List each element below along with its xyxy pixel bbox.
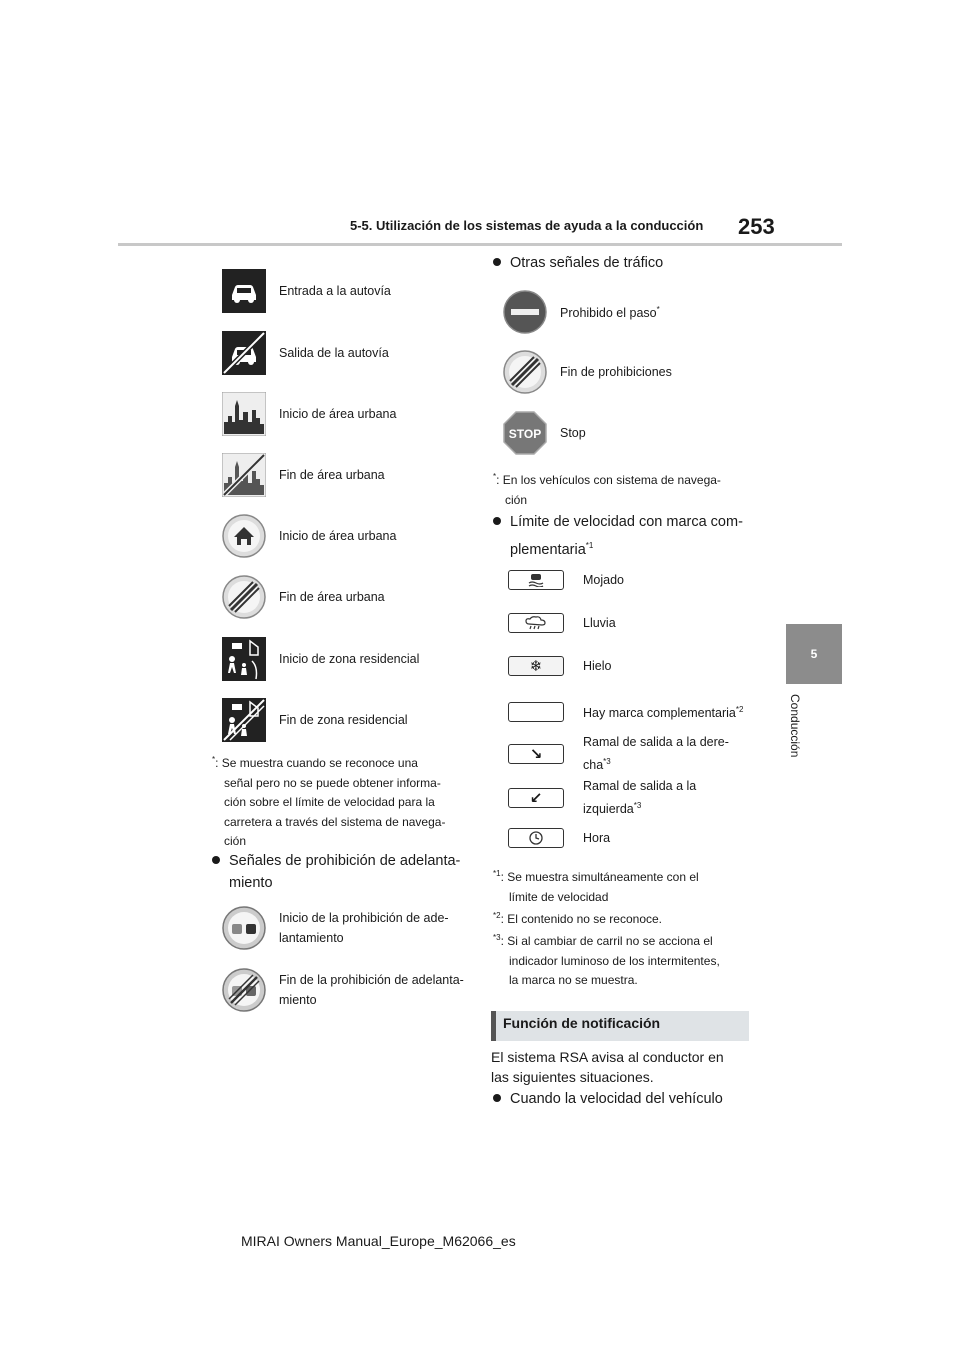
footnote: $^{*3}$: Si al cambiar de carril no se acciona el indicador luminoso de los intermitentes, la marca no se muestra. [493, 933, 720, 987]
end-round-icon [222, 575, 266, 619]
house-round-icon [222, 514, 266, 558]
footnote: $^{*2}$: El contenido no se reconoce. [493, 911, 662, 926]
sign-label: Inicio de zona residencial [279, 652, 420, 666]
sign-row [222, 575, 385, 619]
header-rule [118, 243, 842, 246]
bullet-icon [493, 1094, 501, 1102]
sign-label: Entrada a la autovía [279, 284, 391, 298]
sign-row [503, 290, 660, 334]
sign-row [508, 732, 729, 775]
residential-zone-crossed-icon [222, 698, 266, 742]
sign-label: Salida de la autovía [279, 346, 389, 360]
bullet-heading: Cuando la velocidad del vehículo [493, 1088, 723, 1110]
section-title: 5-5. Utilización de los sistemas de ayuda a la conducción [350, 218, 704, 233]
sign-row [508, 570, 624, 590]
blank-plate-icon [508, 702, 564, 722]
stop-sign-icon [503, 411, 547, 455]
sign-label: Inicio de la prohibición de ade- lantamiento [279, 911, 449, 945]
sign-row [222, 698, 408, 742]
section-heading: Función de notificación [503, 1015, 661, 1031]
sign-label: Prohibido el paso* [560, 305, 660, 321]
arrow-down-left-icon: ↙ [508, 788, 564, 808]
sign-row [222, 637, 419, 681]
bullet-heading: Otras señales de tráfico [493, 252, 663, 274]
arrow-down-right-icon: ↘ [508, 744, 564, 764]
sign-row [222, 453, 385, 497]
sign-row [222, 968, 464, 1012]
sign-label: Stop [560, 426, 586, 440]
sign-label: Lluvia [583, 616, 616, 630]
end-restrictions-icon [503, 350, 547, 394]
sign-label: Hay marca complementaria$^{*2}$ [583, 705, 744, 721]
sign-row [222, 514, 396, 558]
sign-row [508, 656, 612, 676]
bullet-heading: Límite de velocidad con marca com- plementaria$^{*1}$ [493, 510, 743, 562]
sign-row [503, 350, 672, 394]
sign-label: Fin de prohibiciones [560, 365, 672, 379]
end-no-overtaking-icon [222, 968, 266, 1012]
sign-label: Hora [583, 831, 611, 845]
bullet-icon [493, 517, 501, 525]
sign-label: Fin de área urbana [279, 468, 385, 482]
sign-label: Fin de la prohibición de adelanta- miento [279, 973, 464, 1007]
footnote: $^{*1}$: Se muestra simultáneamente con el límite de velocidad [493, 869, 699, 904]
snowflake-icon: ❄ [508, 656, 564, 676]
footnote: *: Se muestra cuando se reconoce una señal pero no se puede obtener informa- ción sobre el límite de velocidad para la carretera a través del sistema de navega- ción [212, 755, 446, 848]
footer-text: MIRAI Owners Manual_Europe_M62066_es [241, 1233, 516, 1249]
car-crossed-sign-icon [222, 331, 266, 375]
residential-zone-icon [222, 637, 266, 681]
body-paragraph: El sistema RSA avisa al conductor en las siguientes situaciones. [491, 1049, 724, 1085]
sign-row [222, 392, 396, 436]
sign-label: Inicio de área urbana [279, 407, 397, 421]
sign-row [508, 828, 610, 848]
car-sign-icon [222, 269, 266, 313]
no-entry-icon [503, 290, 547, 334]
sign-label: Ramal de salida a la izquierda$^{*3}$ [583, 779, 697, 817]
sign-row [508, 613, 616, 633]
city-skyline-icon [222, 392, 266, 436]
sign-row [222, 906, 449, 950]
rain-cloud-icon [508, 613, 564, 633]
stop-sign-text: STOP [508, 427, 542, 441]
sign-row [508, 700, 743, 723]
sign-row [503, 411, 586, 455]
sign-row [508, 776, 696, 819]
sign-label: Mojado [583, 573, 624, 587]
sign-row [222, 331, 389, 375]
bullet-heading: Señales de prohibición de adelanta- miento [212, 850, 460, 894]
page-number: 253 [738, 214, 775, 239]
sign-label: Hielo [583, 659, 612, 673]
sign-label: Inicio de área urbana [279, 529, 397, 543]
section-heading-bar [491, 1011, 496, 1041]
chapter-title: Conducción [788, 694, 802, 758]
clock-icon [508, 828, 564, 848]
no-overtaking-icon [222, 906, 266, 950]
sign-label: Ramal de salida a la dere- cha$^{*3}$ [583, 735, 729, 773]
sign-label: Fin de área urbana [279, 590, 385, 604]
sign-row [222, 269, 391, 313]
footnote: *: En los vehículos con sistema de navega- ción [493, 472, 721, 507]
sign-label: Fin de zona residencial [279, 713, 408, 727]
chapter-tab[interactable]: 5 [786, 624, 842, 684]
city-skyline-crossed-icon [222, 453, 266, 497]
wet-road-icon [508, 570, 564, 590]
bullet-icon [493, 258, 501, 266]
bullet-icon [212, 856, 220, 864]
